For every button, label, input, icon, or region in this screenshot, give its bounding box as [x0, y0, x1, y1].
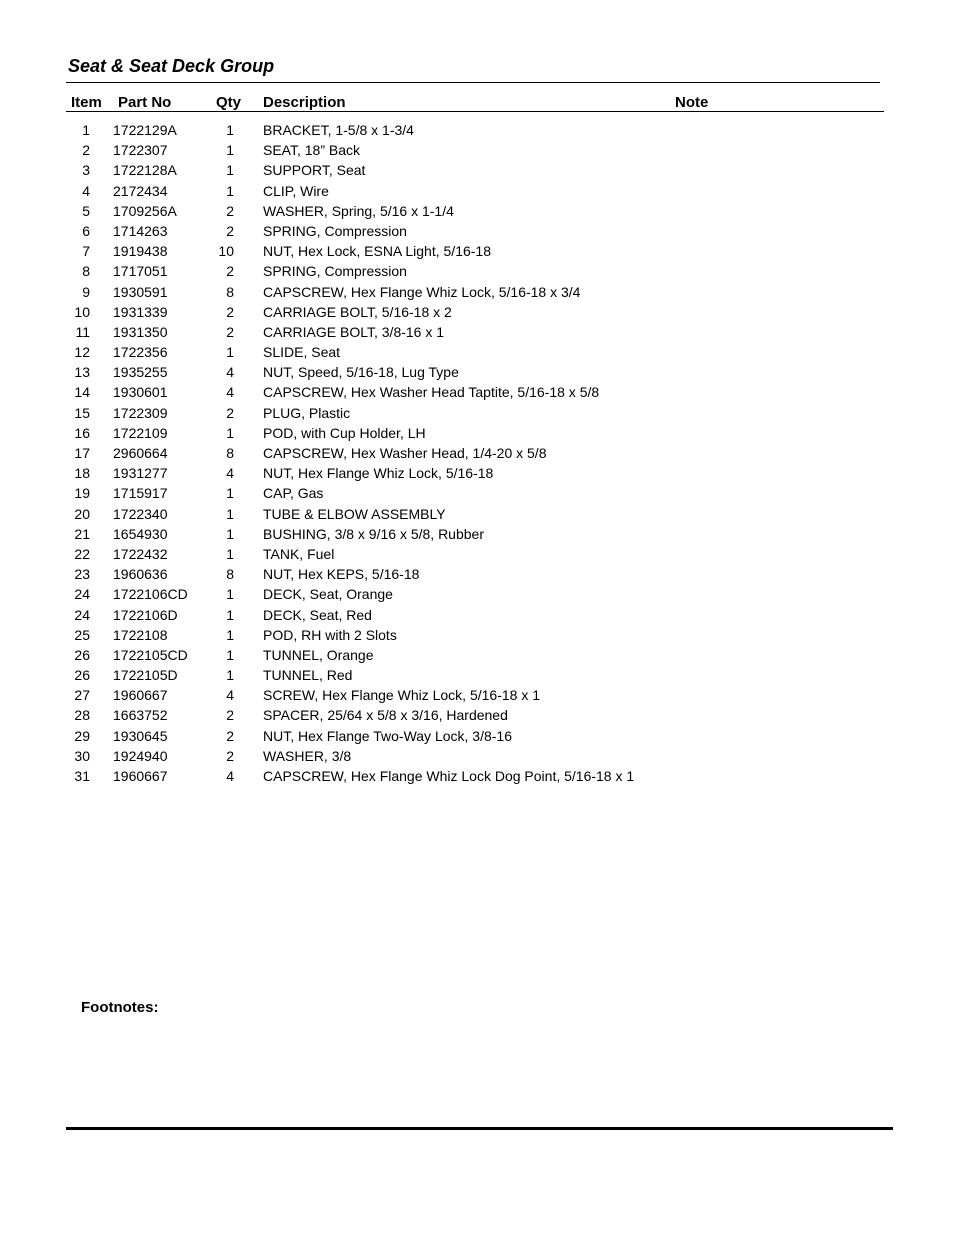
description-cell: TUBE & ELBOW ASSEMBLY [263, 505, 446, 522]
item-cell: 11 [75, 323, 90, 340]
description-cell: NUT, Hex KEPS, 5/16-18 [263, 566, 420, 583]
description-cell: TUNNEL, Orange [263, 646, 374, 663]
qty-cell: 1 [226, 485, 234, 502]
part-no-cell: 1930591 [113, 283, 168, 300]
item-cell: 19 [74, 485, 90, 502]
qty-cell: 8 [226, 445, 234, 461]
description-cell: POD, RH with 2 Slots [263, 626, 397, 643]
table-row [0, 524, 954, 544]
qty-cell: 4 [226, 384, 234, 401]
description-cell: NUT, Hex Flange Two-Way Lock, 3/8-16 [263, 727, 512, 744]
item-cell: 16 [74, 424, 90, 441]
description-cell: BRACKET, 1-5/8 x 1-3/4 [263, 122, 414, 138]
description-cell: CAP, Gas [263, 485, 324, 502]
item-cell: 26 [74, 667, 90, 684]
table-row [0, 423, 954, 443]
table-row [0, 605, 954, 625]
item-cell: 20 [74, 505, 90, 522]
description-cell: CAPSCREW, Hex Flange Whiz Lock Dog Point, 5/16-18 x 1 [263, 768, 635, 784]
table-row [0, 483, 954, 503]
item-cell: 1 [82, 122, 90, 138]
item-cell: 15 [74, 404, 90, 421]
part-no-cell: 1714263 [113, 222, 168, 239]
qty-cell: 2 [226, 222, 234, 239]
description-cell: SPRING, Compression [263, 222, 407, 239]
item-cell: 18 [74, 465, 90, 482]
table-row [0, 201, 954, 221]
title-divider [66, 82, 880, 83]
column-header-part-no: Part No [118, 94, 172, 111]
bottom-divider [66, 1127, 893, 1130]
description-cell: SUPPORT, Seat [263, 162, 366, 179]
table-row [0, 564, 954, 584]
item-cell: 12 [74, 344, 90, 361]
qty-cell: 1 [226, 525, 234, 542]
part-no-cell: 1931339 [113, 303, 168, 320]
part-no-cell: 1919438 [113, 243, 168, 260]
description-cell: CARRIAGE BOLT, 3/8-16 x 1 [263, 323, 445, 340]
qty-cell: 2 [226, 303, 234, 320]
table-row [0, 342, 954, 362]
item-cell: 24 [74, 586, 90, 603]
part-no-cell: 1722432 [113, 545, 168, 562]
qty-cell: 2 [226, 404, 234, 421]
part-no-cell: 1960636 [113, 566, 168, 583]
column-header-item: Item [71, 94, 102, 111]
table-row [0, 705, 954, 725]
part-no-cell: 1931350 [113, 323, 168, 340]
description-cell: DECK, Seat, Orange [263, 586, 393, 603]
table-row [0, 282, 954, 302]
table-row [0, 463, 954, 483]
item-cell: 23 [74, 566, 90, 583]
qty-cell: 2 [226, 323, 234, 340]
part-no-cell: 1931277 [113, 465, 168, 482]
parts-table-body [0, 120, 954, 786]
table-row [0, 362, 954, 382]
description-cell: SCREW, Hex Flange Whiz Lock, 5/16-18 x 1 [263, 687, 540, 704]
qty-cell: 1 [226, 626, 234, 643]
qty-cell: 1 [226, 424, 234, 441]
item-cell: 7 [82, 243, 90, 260]
table-row [0, 746, 954, 766]
part-no-cell: 1722309 [113, 404, 168, 421]
item-cell: 30 [74, 747, 90, 764]
table-row [0, 140, 954, 160]
qty-cell: 2 [226, 727, 234, 744]
table-row [0, 241, 954, 261]
qty-cell: 4 [226, 465, 234, 482]
table-row [0, 302, 954, 322]
item-cell: 8 [82, 263, 90, 280]
description-cell: SLIDE, Seat [263, 344, 341, 361]
part-no-cell: 1722356 [113, 344, 168, 361]
page-title: Seat & Seat Deck Group [68, 56, 275, 76]
table-row [0, 160, 954, 180]
part-no-cell: 1722106CD [113, 586, 188, 603]
qty-cell: 2 [226, 202, 234, 219]
table-row [0, 443, 954, 463]
description-cell: CLIP, Wire [263, 182, 329, 199]
table-row [0, 726, 954, 746]
item-cell: 10 [74, 303, 90, 320]
item-cell: 9 [82, 283, 90, 300]
part-no-cell: 1722108 [113, 626, 168, 643]
part-no-cell: 1935255 [113, 364, 168, 381]
qty-cell: 2 [226, 747, 234, 764]
table-row [0, 665, 954, 685]
item-cell: 2 [82, 142, 90, 159]
part-no-cell: 1960667 [113, 687, 168, 704]
table-row [0, 221, 954, 241]
table-row [0, 120, 954, 140]
item-cell: 25 [74, 626, 90, 643]
item-cell: 5 [82, 202, 90, 219]
qty-cell: 1 [226, 344, 234, 361]
description-cell: BUSHING, 3/8 x 9/16 x 5/8, Rubber [263, 525, 484, 542]
qty-cell: 1 [226, 162, 234, 179]
part-no-cell: 1722307 [113, 142, 168, 159]
qty-cell: 4 [226, 768, 234, 784]
table-row [0, 645, 954, 665]
part-no-cell: 1722105D [113, 667, 178, 684]
qty-cell: 1 [226, 667, 234, 684]
item-cell: 22 [74, 545, 90, 562]
description-cell: CAPSCREW, Hex Washer Head Taptite, 5/16-18 x 5/8 [263, 384, 600, 401]
description-cell: POD, with Cup Holder, LH [263, 424, 426, 441]
part-no-cell: 1722340 [113, 505, 168, 522]
qty-cell: 1 [226, 505, 234, 522]
description-cell: NUT, Speed, 5/16-18, Lug Type [263, 364, 459, 381]
qty-cell: 4 [226, 687, 234, 704]
table-row [0, 181, 954, 201]
item-cell: 3 [82, 162, 90, 179]
table-row [0, 382, 954, 402]
part-no-cell: 1930645 [113, 727, 168, 744]
qty-cell: 1 [226, 182, 234, 199]
qty-cell: 2 [226, 263, 234, 280]
item-cell: 6 [82, 222, 90, 239]
part-no-cell: 1930601 [113, 384, 168, 401]
description-cell: DECK, Seat, Red [263, 606, 372, 623]
item-cell: 28 [74, 707, 90, 724]
item-cell: 4 [82, 182, 90, 199]
item-cell: 26 [74, 646, 90, 663]
table-row [0, 625, 954, 645]
qty-cell: 10 [218, 243, 234, 260]
part-no-cell: 1960667 [113, 768, 168, 784]
item-cell: 21 [74, 525, 90, 542]
description-cell: TUNNEL, Red [263, 667, 353, 684]
item-cell: 27 [74, 687, 90, 704]
table-row [0, 544, 954, 564]
item-cell: 13 [74, 364, 90, 381]
qty-cell: 1 [226, 142, 234, 159]
item-cell: 14 [74, 384, 90, 401]
table-row [0, 766, 954, 786]
qty-cell: 4 [226, 364, 234, 381]
qty-cell: 8 [226, 283, 234, 300]
qty-cell: 1 [226, 545, 234, 562]
table-row [0, 504, 954, 524]
description-cell: TANK, Fuel [263, 545, 335, 562]
table-row [0, 261, 954, 281]
part-no-cell: 1715917 [113, 485, 168, 502]
qty-cell: 1 [226, 646, 234, 663]
description-cell: WASHER, 3/8 [263, 747, 352, 764]
description-cell: WASHER, Spring, 5/16 x 1-1/4 [263, 202, 454, 219]
description-cell: SEAT, 18” Back [263, 142, 361, 159]
qty-cell: 8 [226, 566, 234, 583]
part-no-cell: 1722129A [113, 122, 177, 138]
part-no-cell: 1722128A [113, 162, 177, 179]
description-cell: NUT, Hex Flange Whiz Lock, 5/16-18 [263, 465, 494, 482]
description-cell: SPACER, 25/64 x 5/8 x 3/16, Hardened [263, 707, 508, 724]
part-no-cell: 1722106D [113, 606, 178, 623]
description-cell: NUT, Hex Lock, ESNA Light, 5/16-18 [263, 243, 491, 260]
column-header-qty: Qty [216, 94, 242, 111]
part-no-cell: 2172434 [113, 182, 168, 199]
column-header-description: Description [263, 94, 346, 111]
qty-cell: 2 [226, 707, 234, 724]
part-no-cell: 1722109 [113, 424, 168, 441]
part-no-cell: 1654930 [113, 525, 168, 542]
part-no-cell: 1722105CD [113, 646, 188, 663]
description-cell: SPRING, Compression [263, 263, 407, 280]
part-no-cell: 1663752 [113, 707, 168, 724]
description-cell: PLUG, Plastic [263, 404, 351, 421]
qty-cell: 1 [226, 122, 234, 138]
table-header [0, 94, 954, 112]
table-row [0, 322, 954, 342]
description-cell: CAPSCREW, Hex Washer Head, 1/4-20 x 5/8 [263, 445, 547, 461]
part-no-cell: 2960664 [113, 445, 168, 461]
item-cell: 24 [74, 606, 90, 623]
qty-cell: 1 [226, 606, 234, 623]
part-no-cell: 1709256A [113, 202, 177, 219]
description-cell: CARRIAGE BOLT, 5/16-18 x 2 [263, 303, 452, 320]
item-cell: 17 [74, 445, 90, 461]
footnotes-label: Footnotes: [81, 999, 159, 1016]
table-row [0, 403, 954, 423]
part-no-cell: 1717051 [113, 263, 168, 280]
description-cell: CAPSCREW, Hex Flange Whiz Lock, 5/16-18 x 3/4 [263, 283, 581, 300]
header-divider [66, 111, 884, 112]
item-cell: 29 [74, 727, 90, 744]
column-header-note: Note [675, 94, 709, 111]
item-cell: 31 [74, 768, 90, 784]
part-no-cell: 1924940 [113, 747, 168, 764]
table-row [0, 584, 954, 604]
qty-cell: 1 [226, 586, 234, 603]
table-row [0, 685, 954, 705]
